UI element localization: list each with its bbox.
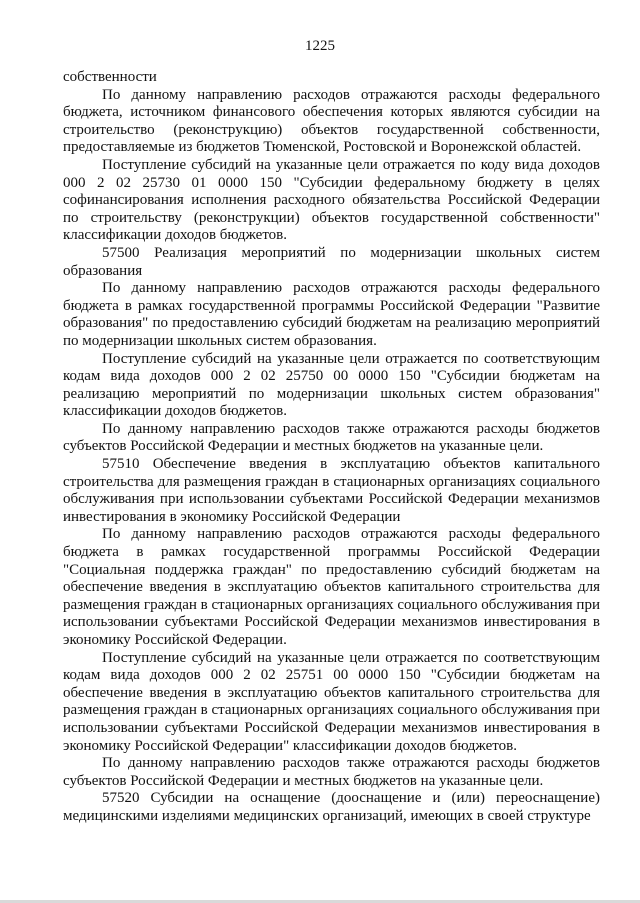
page-number: 1225 xyxy=(305,38,335,54)
paragraph: По данному направлению расходов также отражаются расходы бюджетов субъектов Российской Федерации и местных бюджетов на указанные цели. xyxy=(63,755,600,789)
section-heading-57520: 57520 Субсидии на оснащение (дооснащение и (или) переоснащение) медицинскими изделиями медицинских организаций, имеющих в своей структуре xyxy=(63,790,600,824)
paragraph: По данному направлению расходов также отражаются расходы бюджетов субъектов Российской Федерации и местных бюджетов на указанные цели. xyxy=(63,420,600,455)
section-heading-57510: 57510 Обеспечение введения в эксплуатацию объектов капитального строительства для размещения граждан в стационарных организациях социального обслуживания при использовании субъектами Российской Федерации механизмов инвестирования в экономику Российской Федерации xyxy=(63,456,600,525)
paragraph: Поступление субсидий на указанные цели отражается по соответствующим кодам вида доходов 000 2 02 25751 00 0000 150 "Субсидии бюджетам на обеспечение введения в эксплуатацию объектов капитального строительства для размещения граждан в стационарных организациях социального обслуживания при использовании субъектами Российской Федерации механизмов инвестирования в экономику Российской Федерации" классификации доходов бюджетов. xyxy=(63,649,600,754)
paragraph: По данному направлению расходов отражаются расходы федерального бюджета, источником финансового обеспечения которых являются субсидии на строительство (реконструкцию) объектов государственной собственности, предоставляемые из бюджетов Тюменской, Ростовской и Воронежской областей. xyxy=(63,86,600,156)
paragraph: По данному направлению расходов отражаются расходы федерального бюджета в рамках государственной программы Российской Федерации "Развитие образования" по предоставлению субсидий бюджетам на реализацию мероприятий по модернизации школьных систем образования. xyxy=(63,280,600,349)
paragraph: По данному направлению расходов отражаются расходы федерального бюджета в рамках государственной программы Российской Федерации "Социальная поддержка граждан" по предоставлению субсидий бюджетам на обеспечение введения в эксплуатацию объектов капитального строительства для размещения граждан в стационарных организациях социального обслуживания при использовании субъектами Российской Федерации механизмов инвестирования в экономику Российской Федерации. xyxy=(63,526,600,648)
document-body xyxy=(63,69,600,826)
paragraph-continuation: собственности xyxy=(63,69,157,85)
paragraph: Поступление субсидий на указанные цели отражается по коду вида доходов 000 2 02 25730 01 0000 150 "Субсидии федеральному бюджету в целях софинансирования исполнения расходного обязательства Российской Федерации по строительству (реконструкции) объектов государственной собственности" классификации доходов бюджетов. xyxy=(63,156,600,244)
paragraph: Поступление субсидий на указанные цели отражается по соответствующим кодам вида доходов 000 2 02 25750 00 0000 150 "Субсидии бюджетам на реализацию мероприятий по модернизации школьных систем образования" классификации доходов бюджетов. xyxy=(63,350,600,420)
section-heading-57500: 57500 Реализация мероприятий по модернизации школьных систем образования xyxy=(63,244,600,279)
